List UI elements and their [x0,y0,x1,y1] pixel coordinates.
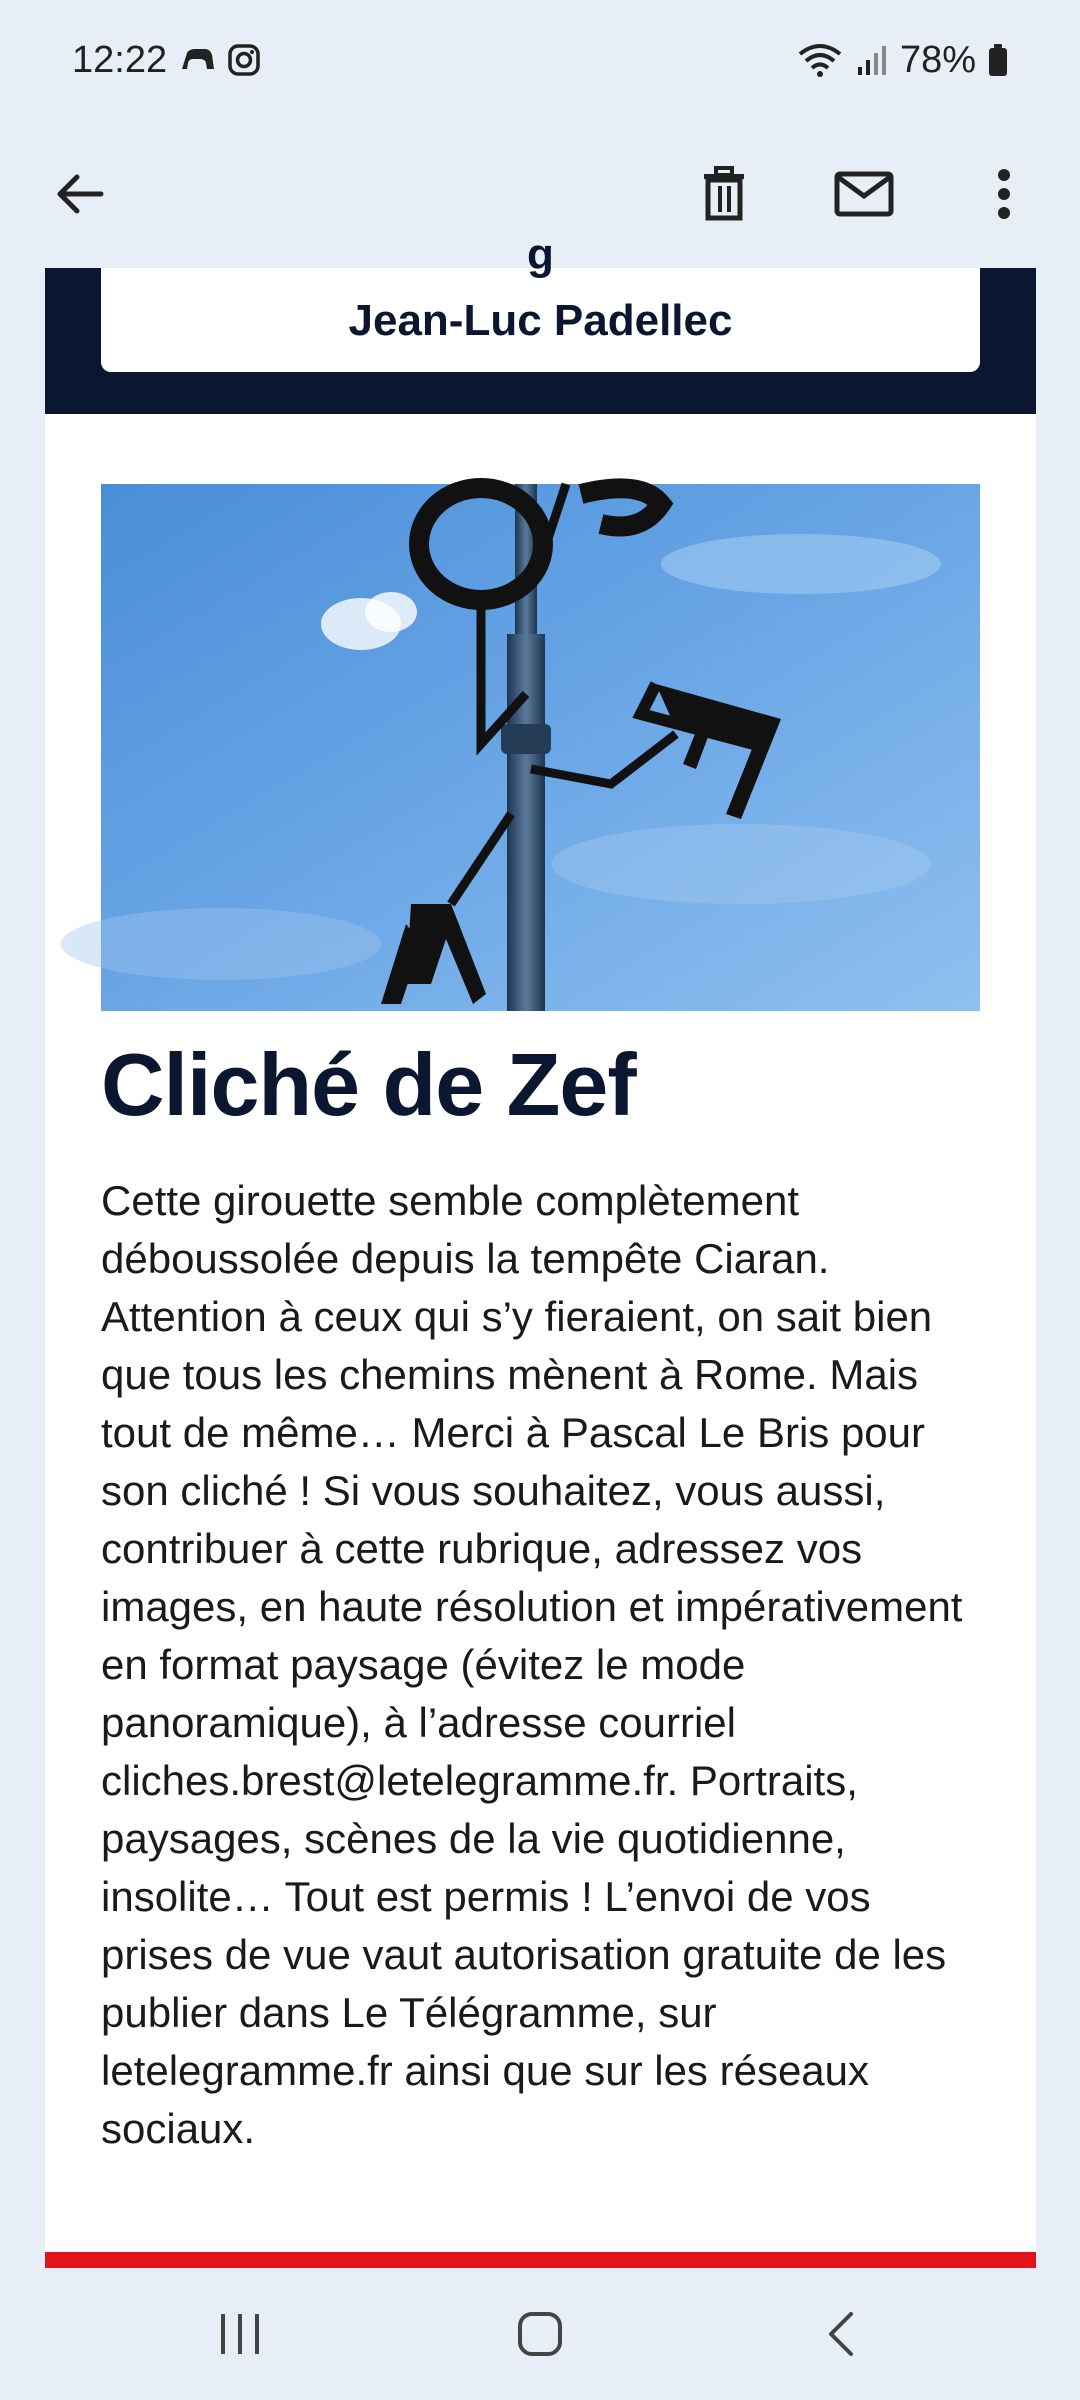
section-divider [45,2252,1036,2268]
article-body: Cette girouette semble complètement déboussolée depuis la tempête Ciaran. Attention à ceux qui s’y fieraient, on sait bien que tous les chemins mènent à Rome. Mais tout de même… Merci à Pascal Le Bris pour son cliché ! Si vous souhaitez, vous aussi, contribuer à cette rubrique, adressez vos images, en haute résolution et impérativement en format paysage (évitez le mode panoramique), à l’adresse courriel cliches.brest@letelegramme.fr. Portraits, paysages, scènes de la vie quotidienne, insolite… Tout est permis ! L’envoi de vos prises de vue vaut autorisation gratuite de les publier dans Le Télégramme, sur letelegramme.fr ainsi que sur les réseaux sociaux. [101,1177,963,2152]
status-left [72,39,261,82]
status-time: 12:22 [72,38,168,81]
author-line-cut: g [527,230,554,279]
wifi-icon [796,42,844,78]
author-banner [45,230,1036,414]
app-actions [684,154,1044,234]
navigation-bar [0,2268,1080,2400]
author-card [101,230,980,372]
instagram-icon [227,43,261,77]
back-arrow-icon[interactable] [40,154,120,234]
status-bar [0,0,1080,120]
battery-icon [988,43,1008,77]
email-content[interactable] [0,230,1080,2268]
home-icon[interactable] [480,2284,600,2384]
status-right [796,39,1008,82]
recent-apps-icon[interactable] [180,2284,300,2384]
more-vertical-icon[interactable] [964,154,1044,234]
article-photo[interactable] [101,484,980,1011]
article-card [45,414,1036,2268]
signal-icon [856,43,888,77]
trash-icon[interactable] [684,154,764,234]
article-title: Cliché de Zef [101,1035,636,1134]
battery-percent: 78% [899,38,976,81]
back-icon[interactable] [780,2284,900,2384]
author-name: Jean-Luc Padellec [348,296,733,345]
mail-icon[interactable] [824,154,904,234]
car-icon [179,45,215,75]
